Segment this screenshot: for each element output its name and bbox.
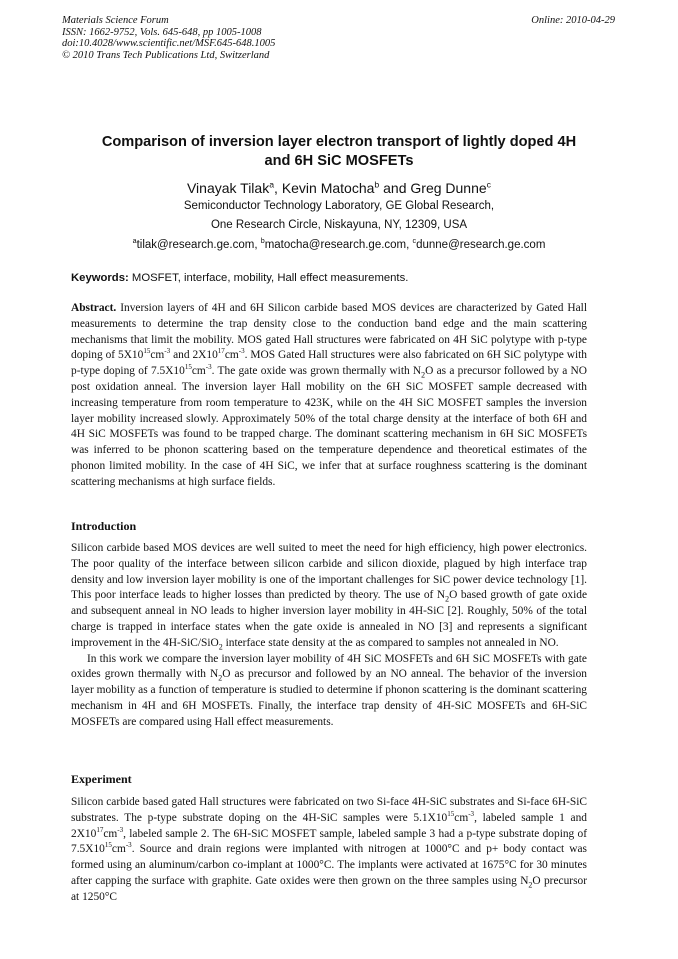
- text-run: . The gate oxide was grown thermally with N: [211, 365, 422, 378]
- author-list: [70, 180, 608, 196]
- text-run: cm: [191, 365, 206, 378]
- text-run: In this work we compare the inversion layer mobility of 4H SiC MOSFETs and 6H SiC MOSFETs with gate oxides grown thermally with N: [71, 652, 587, 681]
- paper-title: [70, 133, 608, 171]
- email-link[interactable]: dunne@research.ge.com: [416, 239, 546, 251]
- keywords: [71, 272, 408, 284]
- superscript: -3: [205, 363, 212, 372]
- text-run: Silicon carbide based gated Hall structures were fabricated on two Si-face 4H-SiC substrates and Si-face 6H-SiC substrates. The p-type substrate doping on the 4H-SiC samples were 5.1X10: [71, 796, 587, 824]
- online-date: Online: 2010-04-29: [531, 15, 615, 26]
- email-link[interactable]: matocha@research.ge.com,: [264, 239, 413, 251]
- author-name: Kevin Matocha: [281, 180, 375, 196]
- text-run: cm: [103, 827, 118, 840]
- affiliation-line-2: One Research Circle, Niskayuna, NY, 12309, USA: [210, 219, 468, 231]
- email-link[interactable]: tilak@research.ge.com,: [136, 239, 261, 251]
- superscript: -3: [468, 810, 475, 818]
- paragraph: [71, 652, 587, 731]
- superscript: 15: [447, 810, 455, 818]
- doi-line[interactable]: doi:10.4028/www.scientific.net/MSF.645-648.1005: [62, 38, 276, 49]
- abstract-paragraph: [71, 301, 587, 491]
- author-emails: [70, 239, 608, 251]
- superscript: -3: [164, 347, 171, 356]
- text-run: Inversion layers of 4H and 6H Silicon carbide based MOS devices are characterized by Gated Hall measurements to determine the trap density close to the conduction band edge and the main scattering mechanisms that limit the mobility. MOS gated Hall structures were fabricated on 4H SiC polytype with p-type doping of 5X10: [71, 302, 587, 362]
- text-run: O based growth of gate oxide and subsequent anneal in NO leads to higher inversion layer mobility in 4H-SiC [2]. Roughly, 50% of the total charge is trapped in interface states when the gate oxide is annealed in NO [3] and represents a significant improvement in the 4H-SiC/SiO: [71, 589, 587, 649]
- section-heading-introduction: Introduction: [71, 519, 137, 533]
- text-run: O as precursor and followed by an NO anneal. The behavior of the inversion layer mobility as a function of temperature is studied to determine if phonon scattering is the dominant scattering mechanism in 4H and 6H MOSFETs. Finally, the interface trap density of 4H-SiC MOSFETs and 6H-SiC MOSFETs are compared using Hall effect measurements.: [71, 668, 587, 728]
- author-name: Vinayak Tilak: [186, 180, 270, 196]
- introduction-section: [71, 541, 587, 731]
- section-heading-experiment: Experiment: [71, 772, 132, 786]
- affiliation-line-1: Semiconductor Technology Laboratory, GE Global Research,: [183, 200, 495, 212]
- text-run: . Source and drain regions were implanted with nitrogen at 1000°C and p+ body contact was formed using an aluminum/carbon co-implant at 1000°C. The implants were activated at 1675°C for 30 minutes after capping the surface with graphite. Gate oxides were then grown on the three samples using N: [71, 843, 587, 887]
- superscript: -3: [117, 825, 124, 834]
- author-affil-mark: b: [374, 179, 380, 190]
- keywords-label: Keywords:: [71, 272, 129, 284]
- text-run: interface state density at the as compared to samples not annealed in NO.: [222, 636, 559, 649]
- text-run: , labeled sample 2. The 6H-SiC MOSFET sample, labeled sample 3 had a p-type substrate doping of 7.5X10: [71, 827, 587, 856]
- text-run: cm: [224, 349, 239, 362]
- author-name: Greg Dunne: [410, 180, 487, 196]
- journal-name: Materials Science Forum: [62, 15, 169, 26]
- subscript: 2: [421, 370, 426, 380]
- text-run: . MOS Gated Hall structures were also fabricated on 6H SiC polytype with p-type doping of 7.5X10: [71, 349, 587, 378]
- superscript: -3: [125, 841, 132, 850]
- subscript: 2: [218, 642, 223, 652]
- issn-line: ISSN: 1662-9752, Vols. 645-648, pp 1005-1008: [62, 26, 262, 38]
- journal-header: [62, 15, 275, 61]
- text-run: cm: [454, 811, 469, 824]
- email-mark: a: [132, 237, 137, 246]
- author-separator: and: [379, 180, 411, 196]
- email-mark: c: [412, 237, 417, 246]
- text-run: and 2X10: [170, 349, 218, 362]
- text-run: O precursor at 1250°C: [71, 874, 587, 903]
- subscript: 2: [218, 673, 223, 683]
- author-affil-mark: c: [486, 179, 492, 190]
- title-line-1: Comparison of inversion layer electron transport of lightly doped 4H: [101, 134, 577, 150]
- abstract-label: Abstract.: [71, 302, 117, 314]
- copyright-line: © 2010 Trans Tech Publications Ltd, Switzerland: [62, 49, 270, 61]
- text-run: cm: [150, 349, 165, 362]
- text-run: cm: [111, 843, 126, 856]
- text-run: , labeled sample 1 and 2X10: [71, 811, 587, 840]
- superscript: 17: [217, 347, 225, 356]
- text-run: O as a precursor followed by a NO post oxidation anneal. The inversion layer Hall mobility on the 6H SiC MOSFET sample decreased with increasing temperature from room temperature to 423K, while on the 4H SiC MOSFET samples the inversion layer mobility increased slowly. Approximately 50% of the total charge density at the interface of both 6H and 4H SiC MOSFETs was found to be trapped charge. The dominant scattering mechanism in 6H SiC MOSFETs was inferred to be phonon scattering based on the temperature dependence and theoretical estimates of the phonon limited mobility. In the case of 4H SiC, we infer that at surface roughness scattering is the dominant scattering mechanisms at high surface fields.: [71, 365, 587, 488]
- keywords-text: MOSFET, interface, mobility, Hall effect measurements.: [128, 272, 409, 284]
- subscript: 2: [445, 594, 450, 604]
- author-separator: ,: [274, 180, 282, 196]
- paragraph: [71, 541, 587, 652]
- subscript: 2: [528, 880, 533, 890]
- superscript: 15: [184, 363, 192, 372]
- superscript: 15: [104, 841, 112, 850]
- email-mark: b: [260, 237, 265, 246]
- text-run: Silicon carbide based MOS devices are well suited to meet the need for high efficiency, high power electronics. The poor quality of the interface between silicon carbide and silicon dioxide, plagued by high interface trap density and low inversion layer mobility is one of the important challenges for SiC power device technology [1]. This poor interface leads to higher losses than predicted by theory. The use of N: [71, 542, 587, 602]
- author-affil-mark: a: [269, 179, 275, 190]
- experiment-paragraph: [71, 795, 587, 906]
- superscript: 15: [143, 347, 151, 356]
- superscript: -3: [238, 347, 245, 356]
- superscript: 17: [96, 825, 104, 834]
- title-line-2: and 6H SiC MOSFETs: [264, 153, 414, 169]
